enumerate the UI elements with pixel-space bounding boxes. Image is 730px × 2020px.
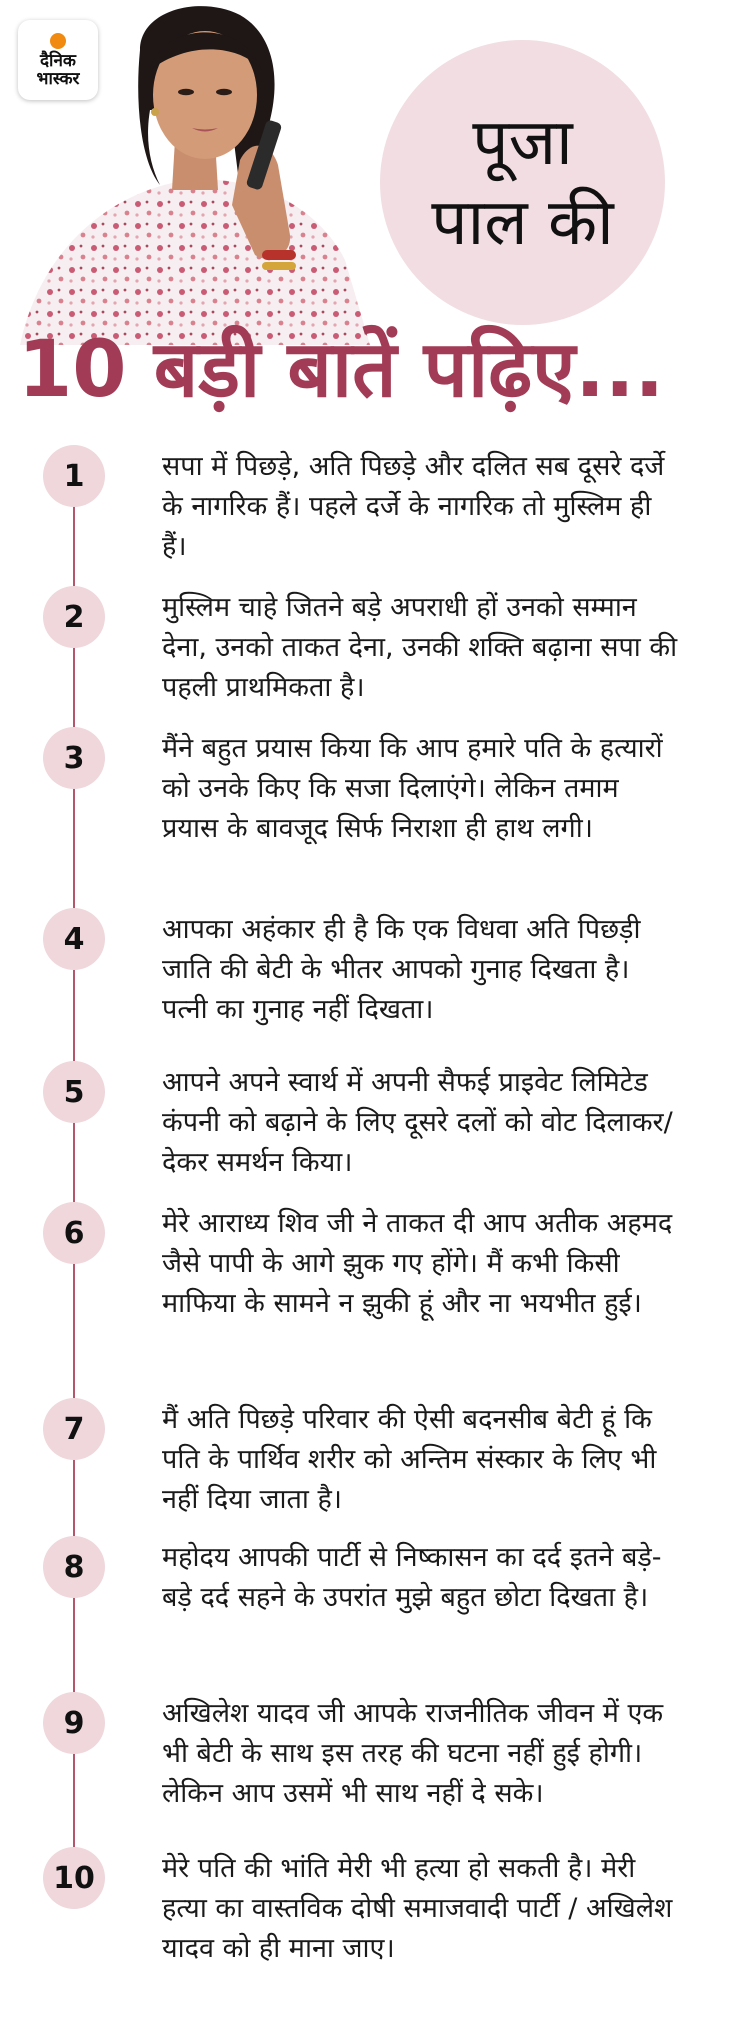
number-badge: 6 bbox=[43, 1202, 105, 1264]
logo-line-2: भास्कर bbox=[36, 68, 80, 89]
item-text: मैंने बहुत प्रयास किया कि आप हमारे पति के हत्यारों को उनके किए कि सजा दिलाएंगे। लेकिन तमाम प्रयास के बावजूद सिर्फ निराशा ही हाथ लगी। bbox=[162, 733, 663, 844]
number-badge: 3 bbox=[43, 727, 105, 789]
title-line-1: पूजा bbox=[472, 105, 573, 180]
logo-dot-icon bbox=[50, 33, 66, 49]
title-circle bbox=[380, 40, 665, 325]
number-badge: 2 bbox=[43, 586, 105, 648]
item-text: आपने अपने स्वार्थ में अपनी सैफई प्राइवेट लिमिटेड कंपनी को बढ़ाने के लिए दूसरे दलों को वोट दिलाकर/ देकर समर्थन किया। bbox=[162, 1067, 673, 1178]
brand-logo bbox=[18, 20, 98, 100]
timeline-line bbox=[73, 475, 75, 1900]
number-badge: 7 bbox=[43, 1398, 105, 1460]
item-text: मैं अति पिछड़े परिवार की ऐसी बदनसीब बेटी हूं कि पति के पार्थिव शरीर को अन्तिम संस्कार के लिए भी नहीं दिया जाता है। bbox=[162, 1404, 657, 1515]
headline: 10 बड़ी बातें पढ़िए... bbox=[18, 325, 665, 415]
item-text: मुस्लिम चाहे जितने बड़े अपराधी हों उनको सम्मान देना, उनको ताकत देना, उनकी शक्ति बढ़ाना सपा की पहली प्राथमिकता है। bbox=[162, 592, 678, 703]
number-badge: 10 bbox=[43, 1847, 105, 1909]
item-text: सपा में पिछड़े, अति पिछड़े और दलित सब दूसरे दर्जे के नागरिक हैं। पहले दर्जे के नागरिक तो मुस्लिम ही हैं। bbox=[162, 451, 665, 562]
number-badge: 8 bbox=[43, 1536, 105, 1598]
item-text: मेरे पति की भांति मेरी भी हत्या हो सकती है। मेरी हत्या का वास्तविक दोषी समाजवादी पार्टी / अखिलेश यादव को ही माना जाए। bbox=[162, 1853, 673, 1964]
number-badge: 9 bbox=[43, 1692, 105, 1754]
title-line-2: पाल की bbox=[431, 185, 614, 260]
number-badge: 1 bbox=[43, 445, 105, 507]
item-text: महोदय आपकी पार्टी से निष्कासन का दर्द इतने बड़े-बड़े दर्द सहने के उपरांत मुझे बहुत छोटा दिखता है। bbox=[162, 1542, 662, 1613]
number-badge: 5 bbox=[43, 1061, 105, 1123]
item-text: मेरे आराध्य शिव जी ने ताकत दी आप अतीक अहमद जैसे पापी के आगे झुक गए होंगे। मैं कभी किसी माफिया के सामने न झुकी हूं और ना भयभीत हुई। bbox=[162, 1208, 673, 1319]
number-badge: 4 bbox=[43, 908, 105, 970]
logo-line-1: दैनिक bbox=[40, 50, 76, 71]
item-text: आपका अहंकार ही है कि एक विधवा अति पिछड़ी जाति की बेटी के भीतर आपको गुनाह दिखता है। पत्नी का गुनाह नहीं दिखता। bbox=[162, 914, 641, 1025]
item-text: अखिलेश यादव जी आपके राजनीतिक जीवन में एक भी बेटी के साथ इस तरह की घटना नहीं हुई होगी। लेकिन आप उसमें भी साथ नहीं दे सके। bbox=[162, 1698, 664, 1809]
